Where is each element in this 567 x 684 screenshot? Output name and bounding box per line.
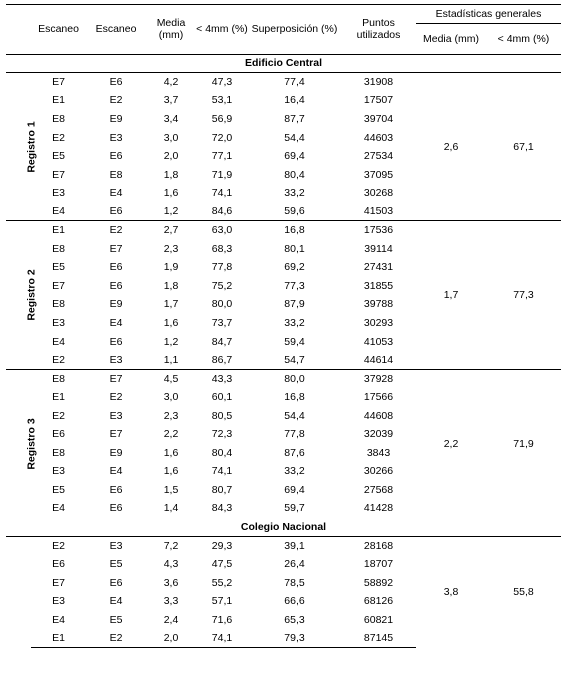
mean-cell: 1,4 — [163, 502, 179, 515]
scan-a-cell: E5 — [52, 483, 65, 496]
points-cell: 44603 — [363, 131, 394, 144]
scan-b-cell: E3 — [109, 409, 123, 422]
lt4-cell: 47,5 — [211, 558, 233, 571]
scan-a-cell: E2 — [52, 353, 65, 366]
lt4-cell: 47,3 — [211, 76, 233, 89]
scan-b-cell: E6 — [109, 150, 123, 163]
scan-a-cell: E3 — [52, 316, 65, 329]
lt4-cell: 29,3 — [211, 539, 233, 552]
lt4-cell: 43,3 — [196, 369, 248, 388]
lt4-cell: 56,9 — [211, 112, 233, 125]
registro-label — [6, 536, 31, 647]
scan-a-cell: E6 — [52, 558, 65, 571]
points-cell: 17536 — [341, 221, 416, 240]
overlap-cell: 69,4 — [284, 150, 305, 163]
scan-b-cell: E5 — [109, 558, 123, 571]
scan-b-cell: E6 — [109, 205, 123, 218]
points-cell: 30266 — [363, 465, 394, 478]
scan-a-cell: E4 — [52, 613, 65, 626]
lt4-cell: 60,1 — [211, 391, 233, 404]
mean-cell: 2,3 — [163, 409, 179, 422]
scan-a-cell: E1 — [52, 94, 65, 107]
mean-cell: 7,2 — [163, 539, 179, 552]
points-cell: 27534 — [363, 150, 394, 163]
scan-b-cell: E6 — [109, 261, 123, 274]
overlap-cell: 33,2 — [284, 187, 305, 200]
mean-cell: 4,3 — [163, 558, 179, 571]
general-lt4-cell: 71,9 — [486, 369, 561, 517]
scan-a-cell: E3 — [52, 465, 65, 478]
lt4-cell: 72,0 — [211, 131, 233, 144]
points-cell: 27568 — [363, 483, 394, 496]
lt4-cell: 80,4 — [211, 446, 233, 459]
scan-b-cell: E7 — [109, 428, 123, 441]
mean-cell: 4,2 — [163, 76, 179, 89]
overlap-cell: 54,7 — [284, 353, 305, 366]
mean-cell: 3,3 — [163, 595, 179, 608]
overlap-cell: 39,1 — [284, 539, 305, 552]
overlap-cell: 77,3 — [284, 279, 305, 292]
points-cell: 18707 — [363, 558, 394, 571]
scan-b-cell: E3 — [109, 353, 123, 366]
lt4-cell: 73,7 — [211, 316, 233, 329]
scan-a-cell: E7 — [52, 76, 65, 89]
lt4-cell: 86,7 — [211, 353, 233, 366]
registro-label — [6, 369, 38, 517]
points-cell: 87145 — [341, 629, 416, 648]
overlap-cell: 66,6 — [284, 595, 305, 608]
lt4-cell: 63,0 — [196, 221, 248, 240]
scan-b-cell: E6 — [109, 279, 123, 292]
mean-cell: 4,5 — [146, 369, 196, 388]
lt4-cell: 74,1 — [196, 629, 248, 648]
scan-a-cell: E8 — [52, 298, 65, 311]
mean-cell: 2,2 — [163, 428, 179, 441]
points-cell: 28168 — [363, 539, 394, 552]
points-cell: 58892 — [363, 576, 394, 589]
header-scan-a: Escaneo — [31, 5, 86, 55]
scan-a-cell: E8 — [31, 369, 86, 388]
overlap-cell: 26,4 — [284, 558, 305, 571]
overlap-cell: 80,1 — [284, 242, 305, 255]
registro-label-text: Registro 2 — [25, 269, 38, 321]
scan-b-cell: E4 — [109, 595, 123, 608]
overlap-cell: 69,2 — [284, 261, 305, 274]
overlap-cell: 77,8 — [284, 428, 305, 441]
mean-cell: 3,0 — [163, 391, 179, 404]
lt4-cell: 74,1 — [211, 187, 233, 200]
scan-a-cell: E7 — [52, 168, 65, 181]
lt4-cell: 53,1 — [211, 94, 233, 107]
points-cell: 39114 — [364, 242, 393, 255]
scan-b-cell: E9 — [109, 298, 123, 311]
scan-a-cell: E1 — [31, 221, 86, 240]
scan-b-cell: E7 — [86, 369, 146, 388]
mean-cell: 2,0 — [163, 150, 179, 163]
header-general-stats: Estadísticas generales — [435, 7, 542, 20]
lt4-cell: 74,1 — [211, 465, 233, 478]
overlap-cell: 59,6 — [284, 205, 305, 218]
mean-cell: 1,9 — [163, 261, 179, 274]
header-gen-mean: Media (mm) — [416, 23, 486, 54]
mean-cell: 1,6 — [163, 465, 179, 478]
scan-b-cell: E6 — [109, 502, 123, 515]
lt4-cell: 84,6 — [211, 205, 233, 218]
lt4-cell: 80,7 — [211, 483, 233, 496]
overlap-cell: 87,6 — [284, 446, 305, 459]
points-cell: 31855 — [363, 279, 394, 292]
overlap-cell: 65,3 — [284, 613, 305, 626]
lt4-cell: 77,8 — [211, 261, 233, 274]
overlap-cell: 79,3 — [248, 629, 341, 648]
overlap-cell: 59,4 — [284, 335, 305, 348]
points-cell: 32039 — [363, 428, 394, 441]
scan-b-cell: E2 — [86, 221, 146, 240]
table-row — [6, 369, 561, 388]
scan-b-cell: E6 — [109, 483, 123, 496]
lt4-cell: 75,2 — [211, 279, 233, 292]
overlap-cell: 54,4 — [284, 131, 305, 144]
lt4-cell: 84,7 — [211, 335, 233, 348]
scan-a-cell: E8 — [52, 242, 65, 255]
mean-cell: 1,6 — [163, 187, 179, 200]
scan-a-cell: E2 — [52, 131, 65, 144]
general-lt4-cell: 55,8 — [513, 586, 534, 599]
scan-b-cell: E2 — [109, 94, 123, 107]
scan-a-cell: E1 — [52, 391, 65, 404]
points-cell: 30268 — [363, 187, 394, 200]
mean-cell: 1,1 — [163, 353, 179, 366]
general-lt4-cell: 77,3 — [486, 221, 561, 369]
scan-b-cell: E3 — [109, 131, 123, 144]
mean-cell: 2,0 — [146, 629, 196, 648]
scan-a-cell: E4 — [52, 502, 65, 515]
scan-a-cell: E3 — [52, 187, 65, 200]
points-cell: 39788 — [363, 298, 394, 311]
lt4-cell: 71,6 — [211, 613, 233, 626]
header-lt4: < 4mm (%) — [196, 5, 248, 55]
corner-cell — [6, 5, 31, 55]
scan-b-cell: E3 — [109, 539, 123, 552]
general-mean-cell: 1,7 — [416, 221, 486, 369]
scan-a-cell: E5 — [52, 261, 65, 274]
scan-a-cell: E7 — [52, 576, 65, 589]
scan-a-cell: E8 — [52, 112, 65, 125]
mean-cell: 1,6 — [163, 446, 179, 459]
overlap-cell: 33,2 — [284, 316, 305, 329]
points-cell: 37095 — [363, 168, 394, 181]
points-cell: 44614 — [363, 353, 394, 366]
overlap-cell: 87,9 — [284, 298, 305, 311]
overlap-cell: 77,4 — [284, 76, 305, 89]
overlap-cell: 87,7 — [284, 112, 305, 125]
scan-b-cell: E7 — [109, 242, 123, 255]
mean-cell: 3,6 — [163, 576, 179, 589]
lt4-cell: 55,2 — [211, 576, 233, 589]
scan-a-cell: E4 — [52, 335, 65, 348]
header-mean: Media (mm) — [146, 5, 196, 55]
scan-b-cell: E2 — [86, 629, 146, 648]
table-body — [6, 54, 561, 648]
lt4-cell: 71,9 — [211, 168, 233, 181]
scan-b-cell: E4 — [109, 316, 123, 329]
points-cell: 68126 — [363, 595, 394, 608]
overlap-cell: 69,4 — [284, 483, 305, 496]
scan-b-cell: E6 — [109, 335, 123, 348]
mean-cell: 3,0 — [163, 131, 179, 144]
section-title: Colegio Nacional — [6, 518, 561, 537]
mean-cell: 2,4 — [163, 613, 179, 626]
overlap-cell: 80,4 — [284, 168, 305, 181]
lt4-cell: 77,1 — [211, 150, 233, 163]
lt4-cell: 80,5 — [211, 409, 233, 422]
general-lt4-cell: 67,1 — [513, 140, 534, 153]
scan-a-cell: E3 — [52, 595, 65, 608]
scan-a-cell: E7 — [52, 279, 65, 292]
mean-cell: 1,2 — [163, 205, 179, 218]
scan-a-cell: E1 — [31, 629, 86, 648]
scan-a-cell: E4 — [52, 205, 65, 218]
overlap-cell: 16,8 — [248, 221, 341, 240]
mean-cell: 1,5 — [163, 483, 179, 496]
points-cell: 60821 — [363, 613, 394, 626]
scan-a-cell: E5 — [52, 150, 65, 163]
points-cell: 31908 — [363, 76, 394, 89]
scan-b-cell: E9 — [109, 446, 123, 459]
scan-b-cell: E4 — [109, 187, 123, 200]
scan-b-cell: E5 — [109, 613, 123, 626]
points-cell: 17566 — [363, 391, 394, 404]
table-row — [6, 221, 561, 240]
header-gen-lt4: < 4mm (%) — [486, 23, 561, 54]
overlap-cell: 78,5 — [284, 576, 305, 589]
scan-a-cell: E2 — [52, 539, 65, 552]
points-cell: 30293 — [363, 316, 394, 329]
points-cell: 41503 — [363, 205, 394, 218]
mean-cell: 1,6 — [163, 316, 179, 329]
mean-cell: 1,2 — [163, 335, 179, 348]
header-scan-b: Escaneo — [86, 5, 146, 55]
general-mean-cell: 3,8 — [443, 586, 459, 599]
section-title: Edificio Central — [6, 54, 561, 73]
mean-cell: 1,8 — [163, 279, 179, 292]
header-overlap: Superposición (%) — [248, 5, 341, 55]
points-cell: 17507 — [363, 94, 394, 107]
registro-label-text: Registro 3 — [25, 418, 38, 470]
scan-b-cell: E2 — [109, 391, 123, 404]
points-cell: 41428 — [363, 502, 394, 515]
points-cell: 27431 — [363, 261, 394, 274]
general-mean-cell: 2,6 — [443, 140, 459, 153]
general-mean-cell: 2,2 — [416, 369, 486, 517]
registro-label — [6, 221, 38, 369]
points-cell: 37928 — [341, 369, 416, 388]
scan-a-cell: E8 — [52, 446, 65, 459]
scan-a-cell: E6 — [52, 428, 65, 441]
overlap-cell: 80,0 — [248, 369, 341, 388]
overlap-cell: 33,2 — [284, 465, 305, 478]
mean-cell: 3,7 — [163, 94, 179, 107]
mean-cell: 1,8 — [163, 168, 179, 181]
scan-b-cell: E4 — [109, 465, 123, 478]
mean-cell: 3,4 — [163, 112, 179, 125]
scan-b-cell: E9 — [109, 112, 123, 125]
registro-label-text: Registro 1 — [25, 121, 38, 173]
points-cell: 3843 — [366, 446, 391, 459]
table-row — [6, 536, 561, 555]
overlap-cell: 54,4 — [284, 409, 305, 422]
overlap-cell: 16,4 — [284, 94, 305, 107]
lt4-cell: 68,3 — [211, 242, 233, 255]
lt4-cell: 72,3 — [211, 428, 233, 441]
mean-cell: 2,3 — [163, 242, 179, 255]
lt4-cell: 84,3 — [211, 502, 233, 515]
mean-cell: 2,7 — [146, 221, 196, 240]
header-points: Puntos utilizados — [341, 5, 416, 55]
scan-a-cell: E2 — [52, 409, 65, 422]
points-cell: 44608 — [363, 409, 394, 422]
table-row — [6, 73, 561, 92]
scan-b-cell: E8 — [109, 168, 123, 181]
scan-b-cell: E6 — [109, 76, 123, 89]
lt4-cell: 57,1 — [211, 595, 233, 608]
overlap-cell: 59,7 — [284, 502, 305, 515]
results-table — [6, 4, 561, 648]
points-cell: 41053 — [363, 335, 394, 348]
mean-cell: 1,7 — [163, 298, 179, 311]
lt4-cell: 80,0 — [211, 298, 233, 311]
scan-b-cell: E6 — [109, 576, 123, 589]
points-cell: 39704 — [363, 112, 394, 125]
registro-label — [6, 73, 38, 221]
overlap-cell: 16,8 — [284, 391, 305, 404]
